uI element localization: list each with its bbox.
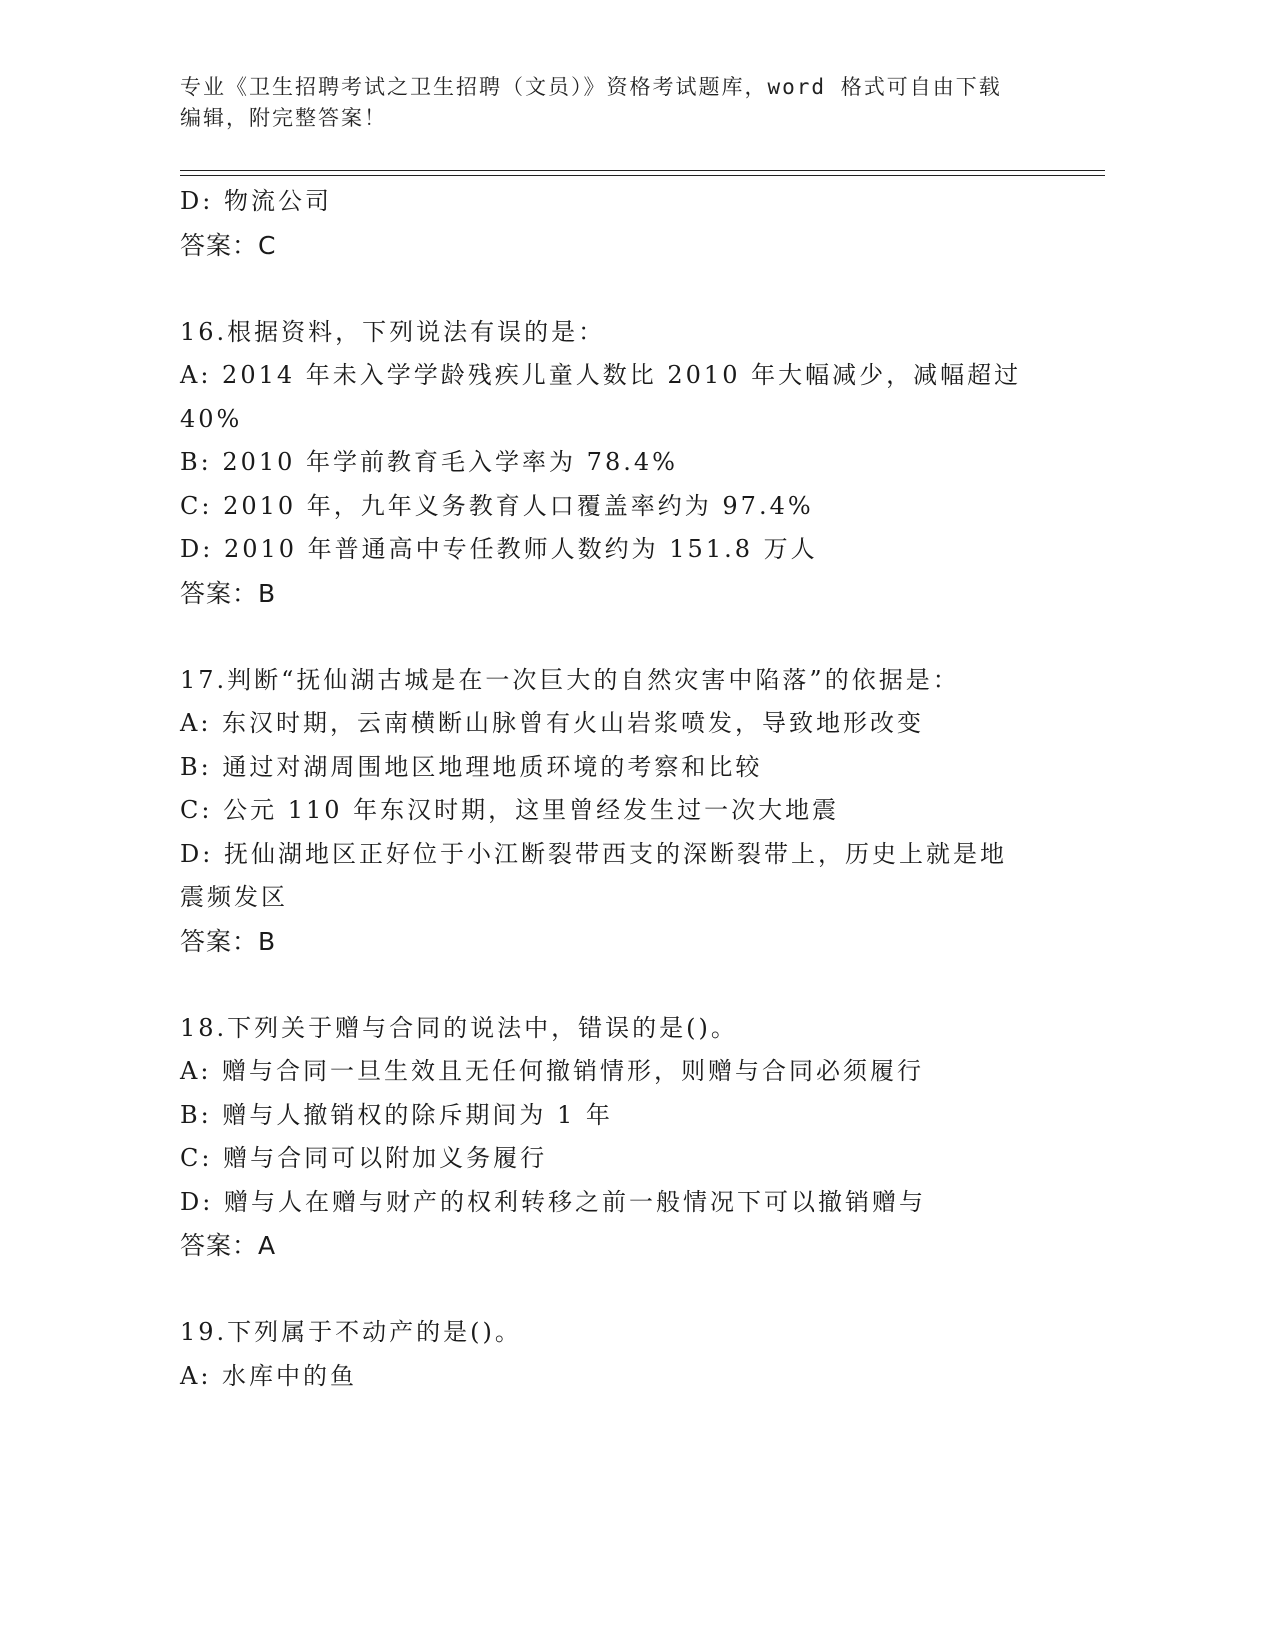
spacer xyxy=(180,1268,1060,1312)
question-list xyxy=(180,180,1060,1398)
question-stem: 18.下列关于赠与合同的说法中，错误的是()。 xyxy=(180,1013,738,1042)
question-15 xyxy=(180,180,1060,267)
answer: 答案：B xyxy=(180,926,277,956)
question-stem: 19.下列属于不动产的是()。 xyxy=(180,1318,522,1346)
option-b: B: 2010 年学前教育毛入学率为 78.4% xyxy=(180,448,678,476)
option-c: C: 公元 110 年东汉时期，这里曾经发生过一次大地震 xyxy=(180,796,840,824)
answer: 答案：C xyxy=(180,230,277,260)
spacer xyxy=(180,267,1060,311)
option-d: D: 物流公司 xyxy=(180,187,332,215)
option-a: A: 东汉时期，云南横断山脉曾有火山岩浆喷发，导致地形改变 xyxy=(180,709,925,737)
option-a: A: 水库中的鱼 xyxy=(180,1361,358,1390)
header-rule-top xyxy=(180,170,1105,171)
question-18 xyxy=(180,1007,1060,1268)
option-c: C: 2010 年，九年义务教育人口覆盖率约为 97.4% xyxy=(180,491,814,520)
option-a: A: 2014 年未入学学龄残疾儿童人数比 2010 年大幅减少，减幅超过 xyxy=(180,361,1022,389)
option-a-continued: 40% xyxy=(180,404,243,433)
question-19 xyxy=(180,1311,1060,1398)
answer: 答案：A xyxy=(180,1231,277,1260)
option-d: D: 赠与人在赠与财产的权利转移之前一般情况下可以撤销赠与 xyxy=(180,1187,926,1216)
option-d-continued: 震频发区 xyxy=(180,883,288,911)
spacer xyxy=(180,615,1060,659)
header-line-1: 专业《卫生招聘考试之卫生招聘（文员）》资格考试题库，word 格式可自由下载 xyxy=(180,75,1002,99)
header-rule-bottom xyxy=(180,175,1105,176)
option-c: C: 赠与合同可以附加义务履行 xyxy=(180,1144,548,1172)
answer: 答案：B xyxy=(180,578,277,608)
spacer xyxy=(180,963,1060,1007)
option-a: A: 赠与合同一旦生效且无任何撤销情形，则赠与合同必须履行 xyxy=(180,1057,925,1085)
option-b: B: 通过对湖周围地区地理地质环境的考察和比较 xyxy=(180,752,763,781)
option-d: D: 抚仙湖地区正好位于小江断裂带西支的深断裂带上，历史上就是地 xyxy=(180,839,1007,868)
option-b: B: 赠与人撤销权的除斥期间为 1 年 xyxy=(180,1100,613,1129)
header-line-2: 编辑，附完整答案！ xyxy=(180,106,387,130)
question-stem: 17.判断“抚仙湖古城是在一次巨大的自然灾害中陷落”的依据是： xyxy=(180,665,960,694)
question-stem: 16.根据资料，下列说法有误的是： xyxy=(180,317,606,346)
question-16 xyxy=(180,311,1060,616)
page-header xyxy=(180,72,1060,134)
question-17 xyxy=(180,659,1060,964)
option-d: D: 2010 年普通高中专任教师人数约为 151.8 万人 xyxy=(180,535,818,563)
